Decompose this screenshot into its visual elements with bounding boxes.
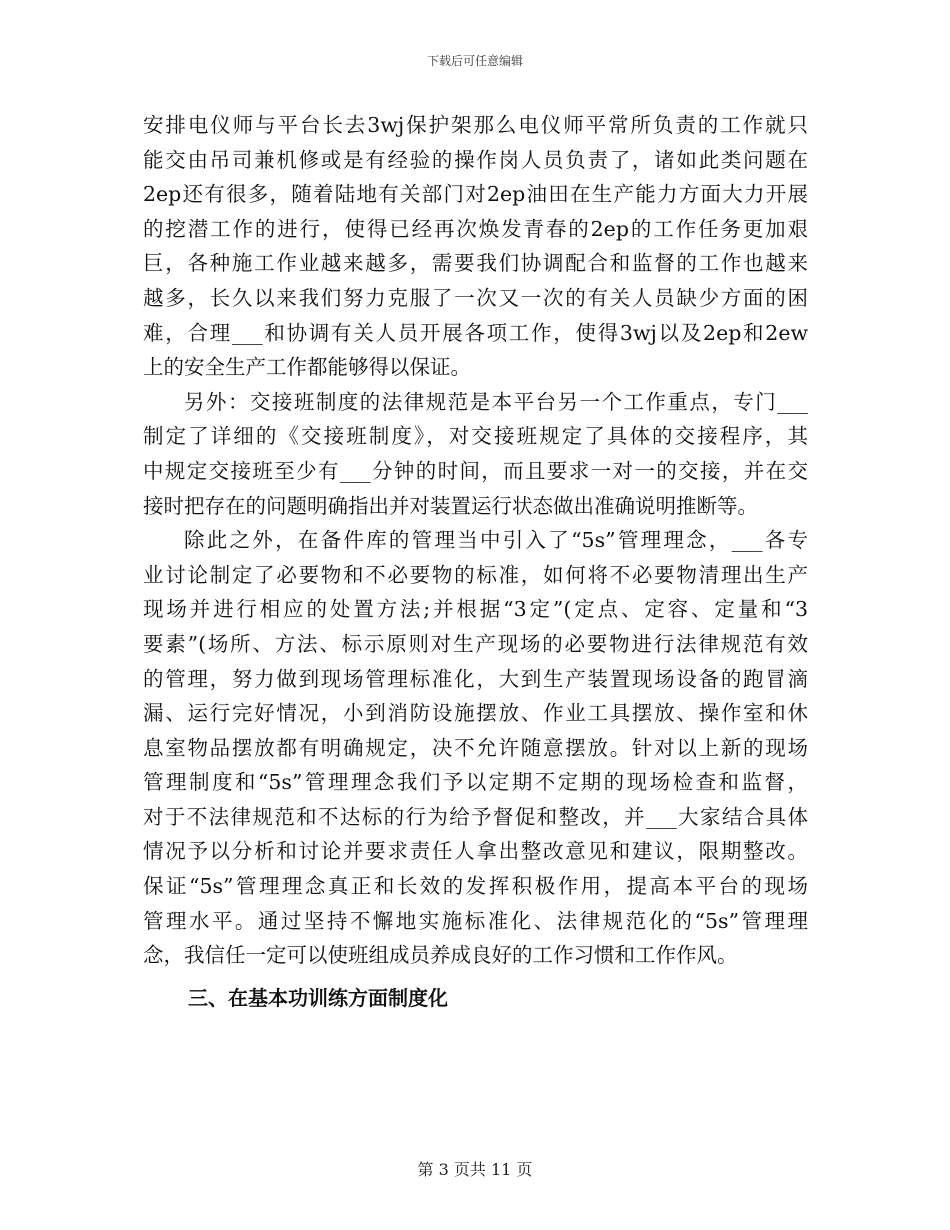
section-heading: 三、在基本功训练方面制度化 (188, 985, 448, 1010)
text-line: 现场并进行相应的处置方法;并根据“3定”(定点、定容、定量和“3 (143, 597, 808, 622)
text-line: 另外：交接班制度的法律规范是本平台另一个工作重点，专门___ (184, 389, 808, 414)
paragraph-3 (143, 523, 808, 973)
text-line: 接时把存在的问题明确指出并对装置运行状态做出准确说明推断等。 (143, 493, 758, 518)
text-line: 上的安全生产工作都能够得以保证。 (143, 355, 471, 380)
text-line: 息室物品摆放都有明确规定，决不允许随意摆放。针对以上新的现场 (143, 735, 808, 760)
text-line: 安排电仪师与平台长去3wj保护架那么电仪师平常所负责的工作就只 (143, 113, 808, 137)
text-line: 业讨论制定了必要物和不必要物的标准，如何将不必要物清理出生产 (143, 562, 808, 587)
text-line: 巨，各种施工作业越来越多，需要我们协调配合和监督的工作也越来 (143, 251, 808, 276)
text-line: 情况予以分析和讨论并要求责任人拿出整改意见和建议，限期整改。 (143, 839, 808, 864)
text-line: 的管理，努力做到现场管理标准化，大到生产装置现场设备的跑冒滴 (143, 666, 808, 691)
text-line: 2ep还有很多，随着陆地有关部门对2ep油田在生产能力方面大力开展 (143, 182, 808, 207)
text-line: 制定了详细的《交接班制度》，对交接班规定了具体的交接程序，其 (143, 424, 808, 449)
text-line: 的挖潜工作的进行，使得已经再次焕发青春的2ep的工作任务更加艰 (143, 216, 808, 241)
paragraph-1 (143, 108, 808, 385)
text-line: 越多，长久以来我们努力克服了一次又一次的有关人员缺少方面的困 (143, 285, 808, 310)
text-line: 要素”(场所、方法、标示原则对生产现场的必要物进行法律规范有效 (143, 631, 808, 656)
text-line: 管理水平。通过坚持不懈地实施标准化、法律规范化的“5s”管理理 (143, 908, 808, 933)
text-line: 对于不法律规范和不达标的行为给予督促和整改，并___大家结合具体 (143, 804, 808, 829)
paragraph-2 (143, 385, 808, 523)
text-line: 中规定交接班至少有___分钟的时间，而且要求一对一的交接，并在交 (143, 458, 808, 483)
text-line: 管理制度和“5s”管理理念我们予以定期不定期的现场检查和监督， (143, 770, 808, 795)
text-line: 保证“5s”管理理念真正和长效的发挥积极作用，提高本平台的现场 (143, 874, 808, 899)
text-line: 难，合理___和协调有关人员开展各项工作，使得3wj以及2ep和2ew (143, 320, 808, 345)
page-header: 下载后可任意编辑 (426, 54, 523, 68)
document-body (143, 108, 808, 1017)
page-number: 第 3 页共 11 页 (417, 1160, 533, 1179)
text-line: 能交由吊司兼机修或是有经验的操作岗人员负责了，诸如此类问题在 (143, 147, 808, 172)
text-line: 念，我信任一定可以使班组成员养成良好的工作习惯和工作作风。 (143, 943, 738, 968)
text-line: 除此之外，在备件库的管理当中引入了“5s”管理理念，___各专 (184, 528, 808, 553)
text-line: 漏、运行完好情况，小到消防设施摆放、作业工具摆放、操作室和休 (143, 701, 808, 726)
